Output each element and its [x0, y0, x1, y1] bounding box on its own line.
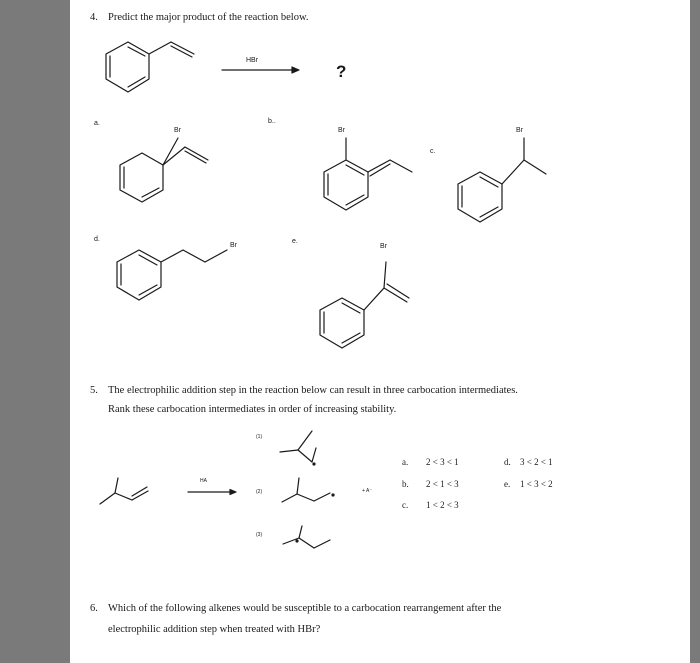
- reaction-arrow: [222, 67, 299, 73]
- reactant-styrene: [106, 42, 194, 92]
- q5-answer-a-text: 2 < 3 < 1: [426, 457, 459, 467]
- choice-b-letter: b..: [268, 118, 276, 125]
- q5-answer-a-letter: a.: [402, 457, 409, 467]
- q5-line1: The electrophilic addition step in the reaction below can result in three carbocation intermediates.: [108, 385, 518, 396]
- q4-unknown-product: ?: [336, 62, 347, 81]
- intermediate-2-label: (2): [256, 489, 263, 495]
- choice-a-letter: a.: [94, 120, 100, 127]
- q4-reagent: HBr: [246, 57, 259, 64]
- q5-counterion: + A⁻: [362, 488, 373, 494]
- choice-e-structure: [320, 262, 409, 348]
- q5-arrow: [188, 490, 236, 495]
- worksheet-page: [70, 0, 690, 663]
- choice-a-br: Br: [174, 127, 181, 134]
- q5-answer-e-letter: e.: [504, 479, 511, 489]
- q5-answer-b-letter: b.: [402, 479, 409, 489]
- q5-reactant-alkene: [100, 478, 148, 504]
- choice-d-structure: [117, 250, 227, 300]
- chemistry-structures: [70, 0, 690, 663]
- q5-answer-d-letter: d.: [504, 457, 511, 467]
- choice-d-letter: d.: [94, 236, 100, 243]
- q5-answer-c-letter: c.: [402, 500, 409, 510]
- choice-d-br: Br: [230, 242, 237, 249]
- choice-e-br: Br: [380, 243, 387, 250]
- intermediate-1-label: (1): [256, 434, 263, 440]
- q6-line1: Which of the following alkenes would be susceptible to a carbocation rearrangement after the: [108, 603, 502, 614]
- choice-c-letter: c.: [430, 148, 436, 155]
- choice-b-structure: [324, 138, 412, 210]
- q5-answer-d-text: 3 < 2 < 1: [520, 457, 553, 467]
- q5-answer-b-text: 2 < 1 < 3: [426, 479, 459, 489]
- q5-line2: Rank these carbocation intermediates in order of increasing stability.: [108, 404, 397, 415]
- q5-reagent: HA: [200, 478, 207, 484]
- intermediate-2: [282, 478, 335, 502]
- q4-number: 4.: [90, 12, 98, 23]
- choice-c-structure: [458, 138, 546, 222]
- choice-b-br: Br: [338, 127, 345, 134]
- intermediate-3: [283, 526, 330, 548]
- choice-a-structure: [120, 138, 208, 202]
- q6-line2: electrophilic addition step when treated with HBr?: [108, 624, 321, 635]
- intermediate-3-label: (3): [256, 532, 263, 538]
- choice-c-br: Br: [516, 127, 523, 134]
- q5-answer-e-text: 1 < 3 < 2: [520, 479, 553, 489]
- q4-prompt: Predict the major product of the reaction below.: [108, 12, 309, 23]
- q5-answer-c-text: 1 < 2 < 3: [426, 500, 459, 510]
- q5-number: 5.: [90, 385, 98, 396]
- q6-number: 6.: [90, 603, 98, 614]
- intermediate-1: [280, 431, 316, 466]
- choice-e-letter: e.: [292, 238, 298, 245]
